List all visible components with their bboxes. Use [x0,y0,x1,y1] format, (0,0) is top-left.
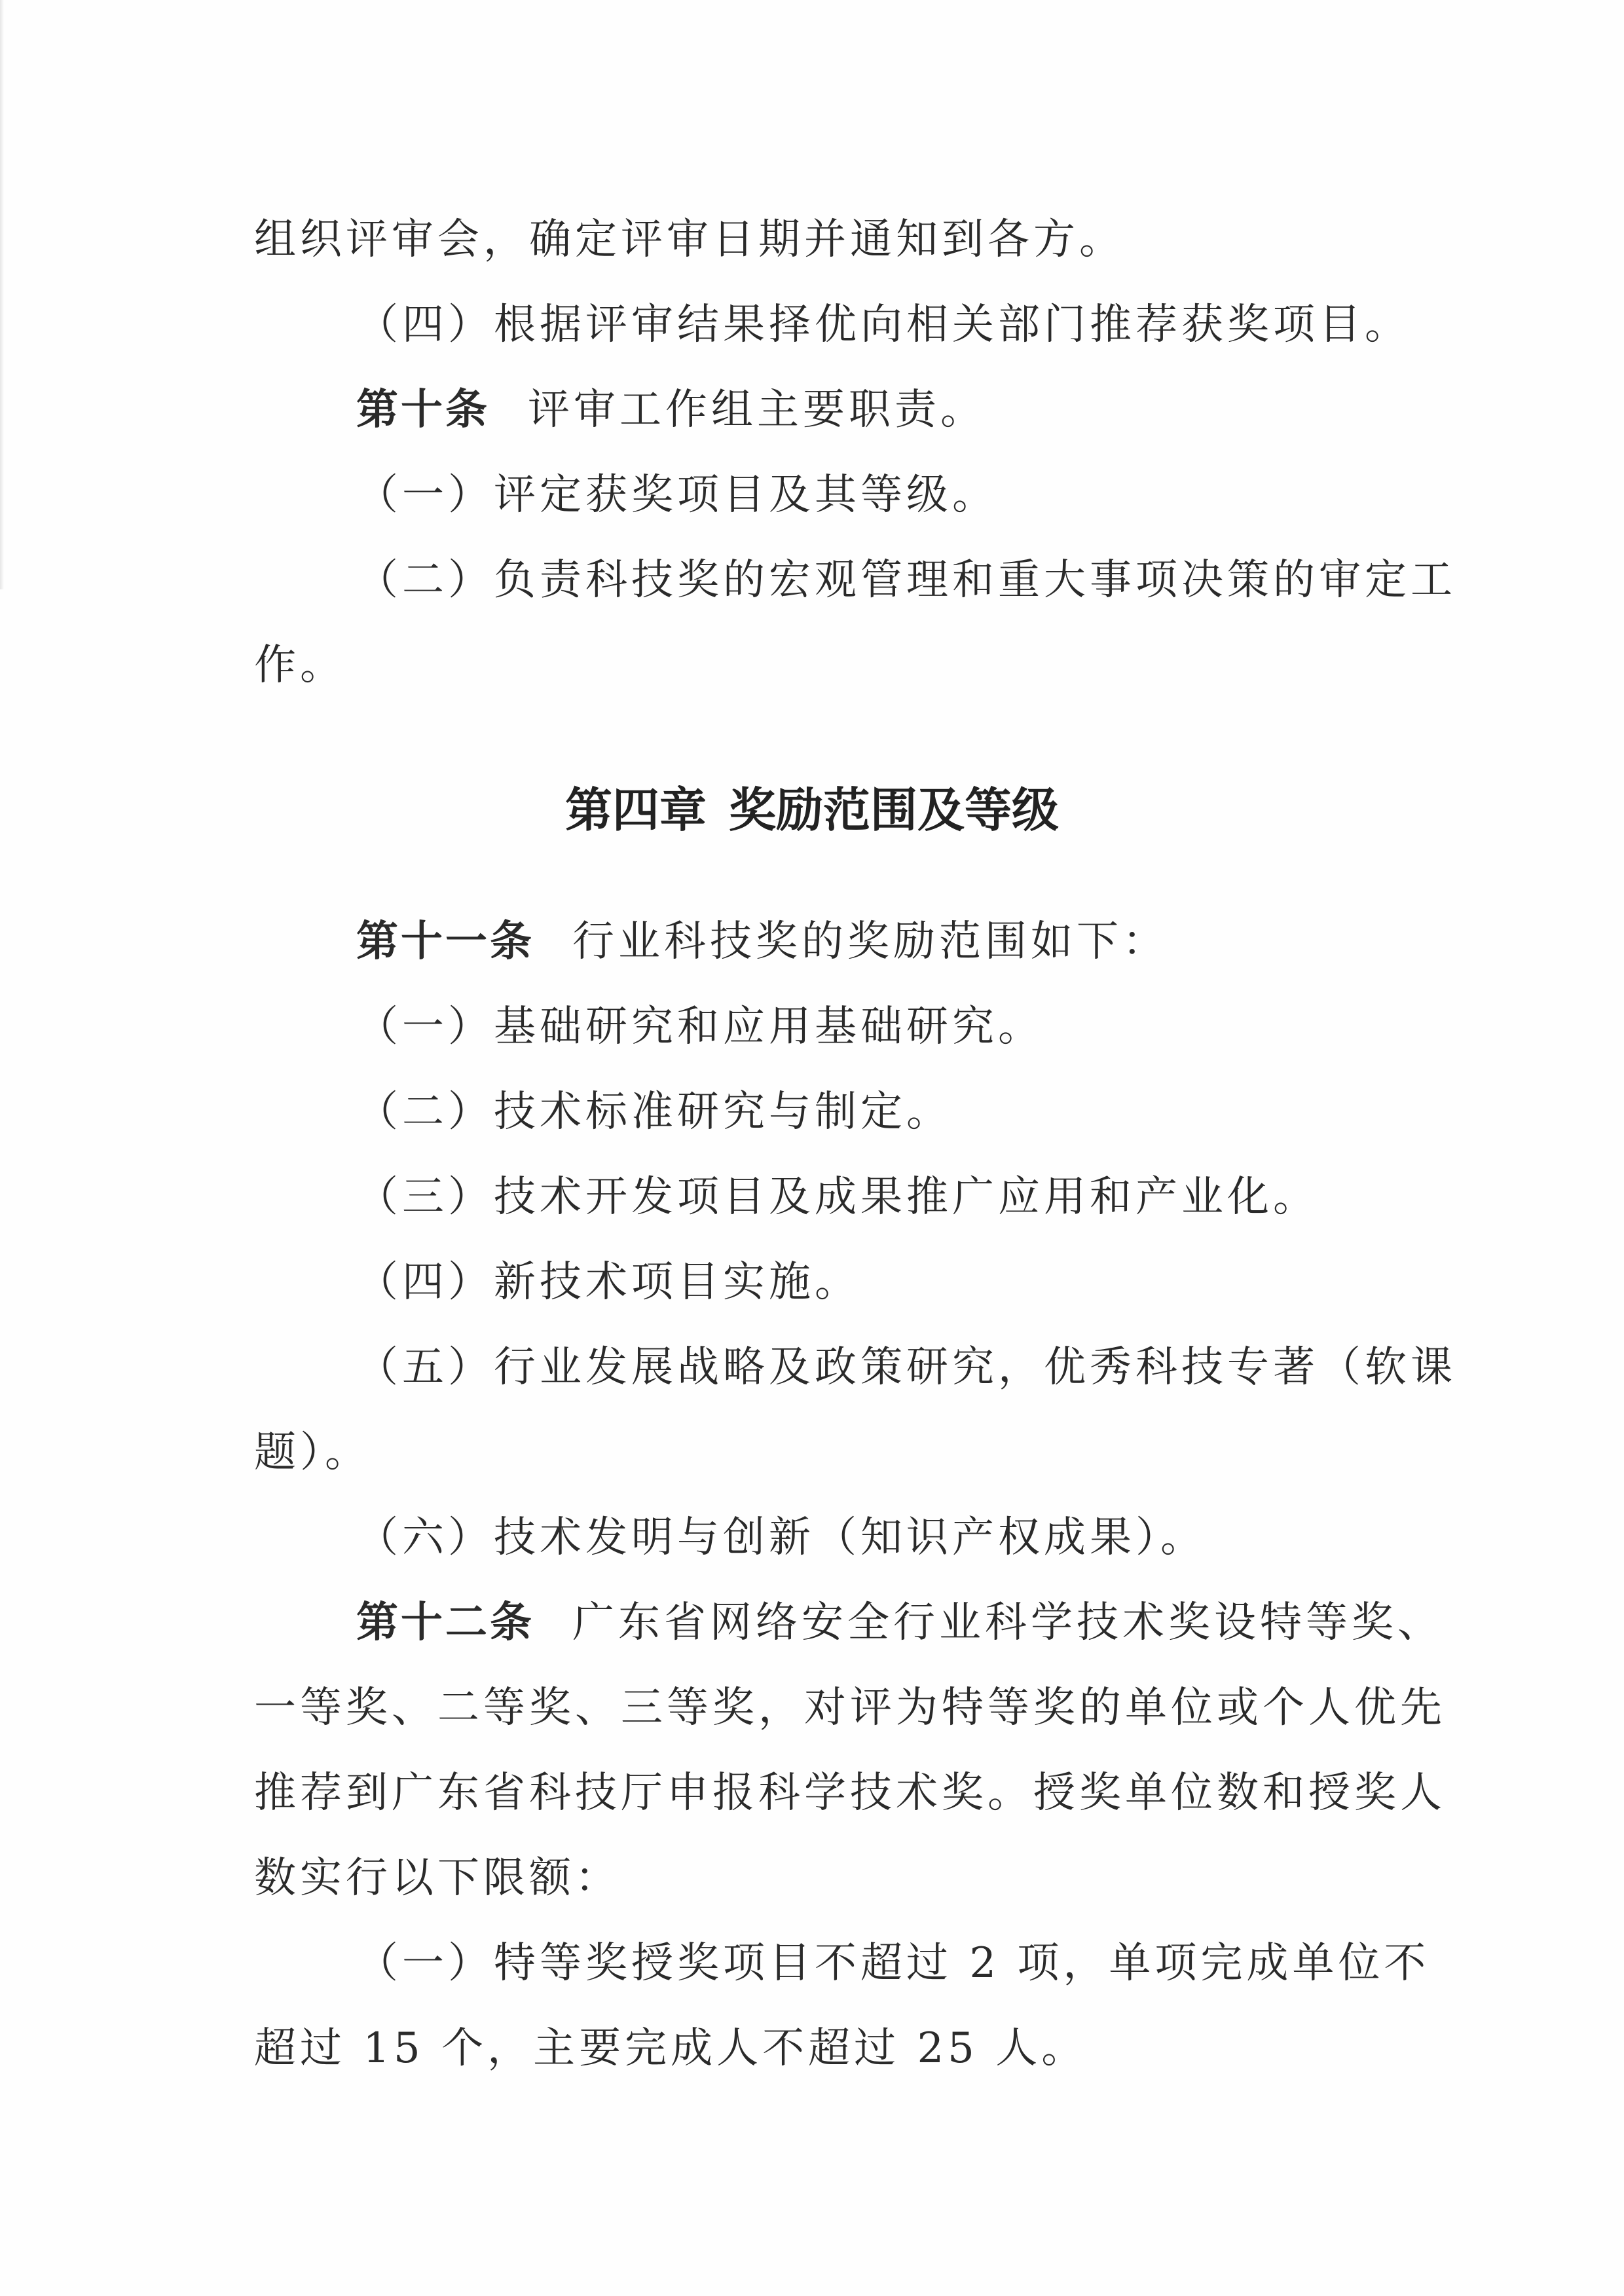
paragraph-line [254,639,346,692]
line-text: （四）新技术项目实施。 [356,1258,860,1306]
line-text: 行业科技奖的奖励范围如下： [572,917,1168,966]
paragraph-line [254,1767,1446,1819]
line-text: （一）评定获奖项目及其等级。 [356,471,998,519]
article-10 [356,384,986,436]
paragraph-line [254,2022,1087,2075]
line-text: 一等奖、二等奖、三等奖，对评为特等奖的单位或个人优先 [254,1684,1446,1732]
line-text: 广东省网络安全行业科学技术奖设特等奖、 [572,1599,1443,1647]
chapter-title: 奖励范围及等级 [729,783,1060,838]
line-text: （四）根据评审结果择优向相关部门推荐获奖项目。 [356,301,1411,349]
paragraph-line [254,213,1125,266]
chapter-heading [0,781,1624,840]
chapter-number: 第四章 [564,783,707,838]
line-text: 作。 [254,641,346,690]
line-text: （一）基础研究和应用基础研究。 [356,1003,1044,1051]
scan-edge-shadow [0,0,4,589]
article-label: 第十条 [356,386,490,434]
line-text: 评审工作组主要职责。 [528,386,986,434]
paragraph-line [254,1682,1446,1734]
paragraph-line [356,1001,1044,1053]
paragraph-line [356,1511,1206,1564]
paragraph-line [356,554,1456,606]
paragraph-line [254,1852,621,1904]
line-text: 超过 15 个，主要完成人不超过 25 人。 [254,2024,1088,2073]
line-text: 数实行以下限额： [254,1854,621,1902]
line-text: （二）负责科技奖的宏观管理和重大事项决策的审定工 [356,556,1456,604]
line-text: （三）技术开发项目及成果推广应用和产业化。 [356,1173,1319,1221]
article-label: 第十二条 [356,1599,534,1647]
article-label: 第十一条 [356,917,534,966]
paragraph-line [356,1171,1319,1223]
paragraph-line [356,299,1411,351]
line-text: （一）特等奖授奖项目不超过 2 项，单项完成单位不 [356,1939,1430,1988]
paragraph-line [356,1086,952,1138]
line-text: （六）技术发明与创新（知识产权成果）。 [356,1513,1206,1562]
line-text: 推荐到广东省科技厅申报科学技术奖。授奖单位数和授奖人 [254,1769,1446,1817]
paragraph-line [356,1341,1456,1394]
line-text: 组织评审会，确定评审日期并通知到各方。 [254,215,1125,264]
article-11 [356,916,1168,968]
paragraph-line [356,469,998,521]
paragraph-line [356,1937,1430,1990]
line-text: （五）行业发展战略及政策研究，优秀科技专著（软课 [356,1343,1456,1392]
line-text: （二）技术标准研究与制定。 [356,1088,952,1136]
paragraph-line [356,1256,860,1308]
paragraph-line [254,1426,371,1479]
article-12 [356,1597,1443,1649]
line-text: 题）。 [254,1428,371,1477]
